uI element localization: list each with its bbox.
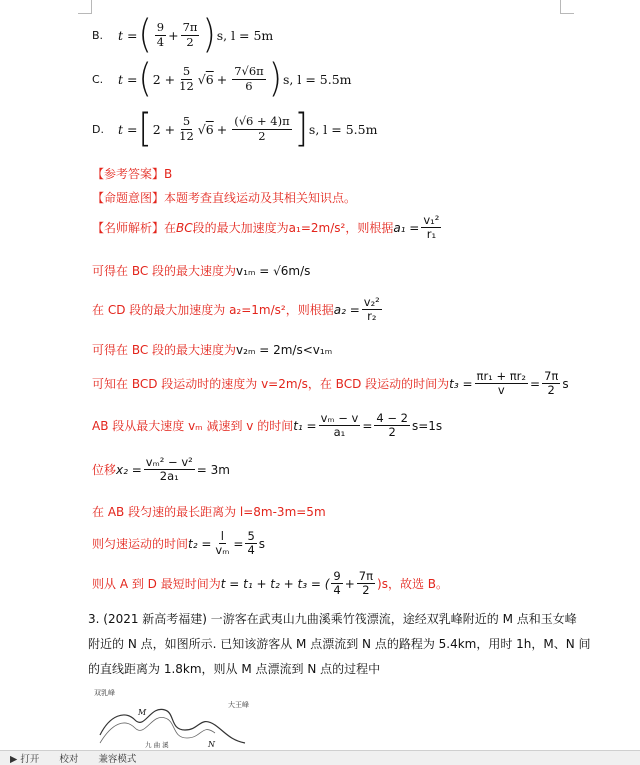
analysis-line-1: 【名师解析】在 BC 段的最大加速度为 a₁=2m/s² ，则根据 a₁ = $\frac{\text{v₁²}}{\text{r₁}}$	[92, 213, 440, 242]
analysis-line-8: 在 AB 段匀速的最长距离为 l=8m-3m=5m	[92, 505, 326, 519]
analysis-line-10: 则从 A 到 D 最短时间为 t = t₁ + t₂ + t₃ = ( $\frac{9}{4}$ + $\frac{7\pi}{2}$ )s，故选 B。	[92, 569, 449, 598]
fraction: $\frac{\text{v₁²}}{\text{r₁}}$	[423, 213, 440, 242]
fraction: $\frac{\text{vₘ − v}}{\text{a₁}}$	[320, 411, 359, 440]
left-bracket: [	[138, 106, 152, 152]
compat-mode-label: 兼容模式	[98, 754, 137, 765]
fraction: $\frac{l}{\text{vₘ}}$	[215, 529, 230, 558]
analysis-line-4: 可得在 BC 段的最大速度为 v₂ₘ = 2m/s<v₁ₘ	[92, 342, 333, 357]
analysis-line-6: AB 段从最大速度 vₘ 减速到 v 的时间 t₁ = $\frac{\text{vₘ − v}}{\text{a₁}}$ = $\frac{4 - 2}{2}$ s=1s	[92, 411, 443, 440]
sqrt-sign: √	[197, 121, 206, 137]
question-intent: 【命题意图】本题考查直线运动及其相关知识点。	[92, 191, 357, 205]
map-label-bottom: 九 曲 溪	[145, 741, 169, 749]
proofread-button[interactable]: 校对	[59, 754, 79, 765]
option-b: B. t = ( $\frac{9}{4}$ + $\frac{7\pi}{2}$ ) s, l = 5m	[92, 12, 274, 59]
right-bracket: ]	[294, 106, 308, 152]
page-corner-mark-right	[560, 0, 574, 14]
fraction: $\frac{7\pi}{2}$	[358, 569, 374, 598]
right-paren: )	[268, 56, 282, 102]
page-corner-mark-left	[78, 0, 92, 14]
fraction: $\frac{7\pi}{2}$	[182, 20, 198, 49]
map-label-left: 双乳峰	[94, 689, 115, 697]
fraction: $\frac{\text{vₘ² − v²}}{\text{2a₁}}$	[145, 455, 193, 484]
analysis-line-7: 位移 x₂ = $\frac{\text{vₘ² − v²}}{\text{2a₁}}$ = 3m	[92, 455, 230, 484]
river-map-figure	[90, 685, 250, 750]
question-line-3: 的直线距离为 1.8km，则从 M 点漂流到 N 点的过程中	[88, 662, 381, 676]
fraction: $\frac{9}{4}$	[333, 569, 341, 598]
fraction: $\frac{\text{πr₁ + πr₂}}{v}$	[476, 369, 527, 398]
fraction: $\frac{7√6\pi}{6}$	[234, 64, 264, 93]
right-paren: )	[202, 12, 216, 59]
status-bar	[0, 750, 640, 765]
question-line-2: 附近的 N 点，如图所示. 已知该游客从 M 点漂流到 N 点的路程为 5.4km，用时 1h，M、N 间	[88, 637, 591, 651]
fraction: $\frac{7\pi}{2}$	[544, 369, 559, 398]
open-button[interactable]: ▶ 打开	[10, 754, 40, 765]
left-paren: (	[138, 56, 152, 102]
fraction: $\frac{5}{12}$	[179, 64, 194, 93]
fraction: $\frac{4 - 2}{2}$	[376, 411, 408, 440]
reference-answer: 【参考答案】B	[92, 167, 173, 181]
analysis-line-3: 在 CD 段的最大加速度为 a₂=1m/s²，则根据 a₂ = $\frac{\text{v₂²}}{\text{r₂}}$	[92, 295, 380, 324]
option-c: C. t = ( 2 + $\frac{5}{12}$ √ 6 + $\frac{7√6\pi}{6}$ ) s, l = 5.5m	[92, 56, 352, 102]
fraction: $\frac{\text{v₂²}}{\text{r₂}}$	[363, 295, 380, 324]
fraction: $\frac{(√6 + 4)\pi}{2}$	[234, 114, 290, 143]
fraction: $\frac{9}{4}$	[156, 20, 165, 49]
left-paren: (	[138, 12, 152, 59]
fraction: $\frac{5}{4}$	[247, 529, 255, 558]
analysis-line-2: 可得在 BC 段的最大速度为 v₁ₘ = √6m/s	[92, 263, 311, 278]
river-bank	[100, 717, 215, 743]
map-point-n: N	[208, 740, 215, 749]
fraction: $\frac{5}{12}$	[179, 114, 194, 143]
sqrt-sign: √	[197, 71, 206, 87]
river-path	[100, 709, 245, 743]
map-point-m: M	[138, 708, 147, 717]
map-label-right: 大王峰	[228, 701, 249, 709]
question-line-1: 3. (2021 新高考福建) 一游客在武夷山九曲溪乘竹筏漂流，途经双乳峰附近的 M 点和玉女峰	[88, 612, 577, 626]
option-d: D. t = [ 2 + $\frac{5}{12}$ √ 6 + $\frac{(√6 + 4)\pi}{2}$ ] s, l = 5.5m	[92, 106, 378, 152]
analysis-line-5: 可知在 BCD 段运动时的速度为 v=2m/s，在 BCD 段运动的时间为 t₃ = $\frac{\text{πr₁ + πr₂}}{v}$ = $\frac{7\pi}{2}$ s	[92, 369, 569, 398]
analysis-line-9: 则匀速运动的时间 t₂ = $\frac{l}{\text{vₘ}}$ = $\frac{5}{4}$ s	[92, 529, 266, 558]
